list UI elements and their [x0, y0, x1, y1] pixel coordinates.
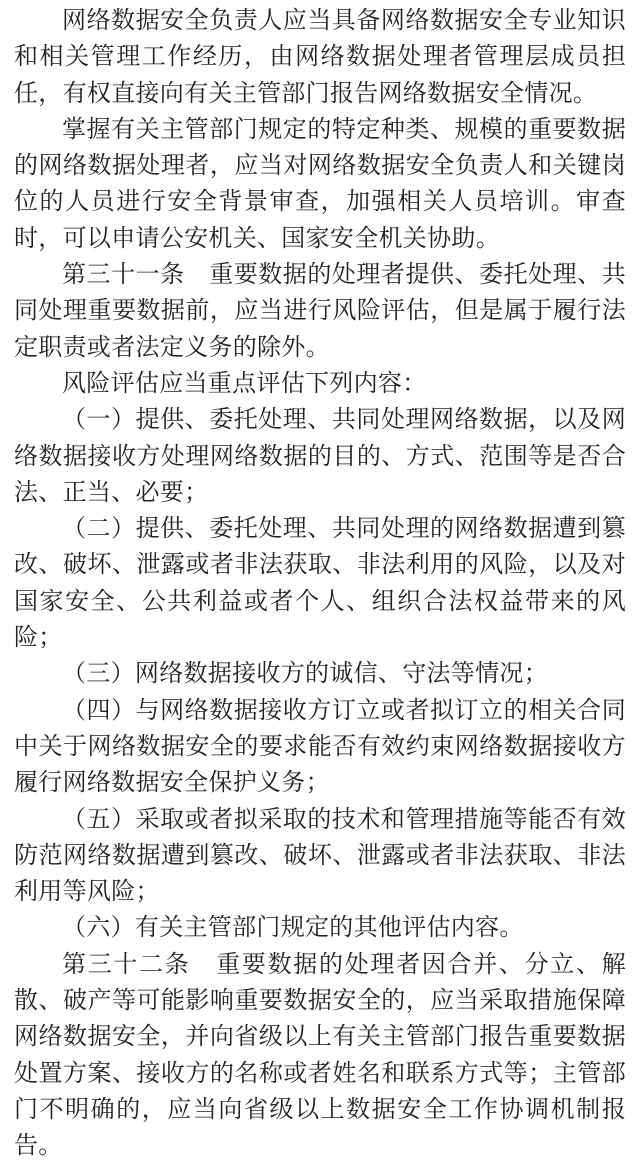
- paragraph-item-3: （三）网络数据接收方的诚信、守法等情况；: [62, 659, 548, 688]
- paragraph-article-32: 第三十二条 重要数据的处理者因合并、分立、解散、破产等可能影响重要数据安全的，应当采取措施保障网络数据安全，并向省级以上有关主管部门报告重要数据处置方案、接收方的名称或者姓名和联系方式等；主管部门不明确的，应当向省级以上数据安全工作协调机制报告。: [14, 949, 626, 1160]
- paragraph-security-officer: 网络数据安全负责人应当具备网络数据安全专业知识和相关管理工作经历，由网络数据处理者管理层成员担任，有权直接向有关主管部门报告网络数据安全情况。: [14, 6, 626, 107]
- paragraph-item-4: （四）与网络数据接收方订立或者拟订立的相关合同中关于网络数据安全的要求能否有效约束网络数据接收方履行网络数据安全保护义务；: [14, 695, 626, 797]
- paragraph-article-31: 第三十一条 重要数据的处理者提供、委托处理、共同处理重要数据前，应当进行风险评估，但是属于履行法定职责或者法定义务的除外。: [14, 260, 626, 361]
- paragraph-item-1: （一）提供、委托处理、共同处理网络数据，以及网络数据接收方处理网络数据的目的、方式、范围等是否合法、正当、必要；: [14, 405, 626, 506]
- paragraph-background-review: 掌握有关主管部门规定的特定种类、规模的重要数据的网络数据处理者，应当对网络数据安全负责人和关键岗位的人员进行安全背景审查，加强相关人员培训。审查时，可以申请公安机关、国家安全机关协助。: [14, 114, 626, 252]
- paragraph-item-5: （五）采取或者拟采取的技术和管理措施等能否有效防范网络数据遭到篡改、破坏、泄露或者非法获取、非法利用等风险；: [14, 804, 626, 906]
- paragraph-item-2: （二）提供、委托处理、共同处理的网络数据遭到篡改、破坏、泄露或者非法获取、非法利用的风险，以及对国家安全、公共利益或者个人、组织合法权益带来的风险；: [14, 514, 626, 652]
- paragraph-assessment-contents: 风险评估应当重点评估下列内容：: [62, 368, 427, 397]
- paragraph-item-6: （六）有关主管部门规定的其他评估内容。: [62, 913, 524, 942]
